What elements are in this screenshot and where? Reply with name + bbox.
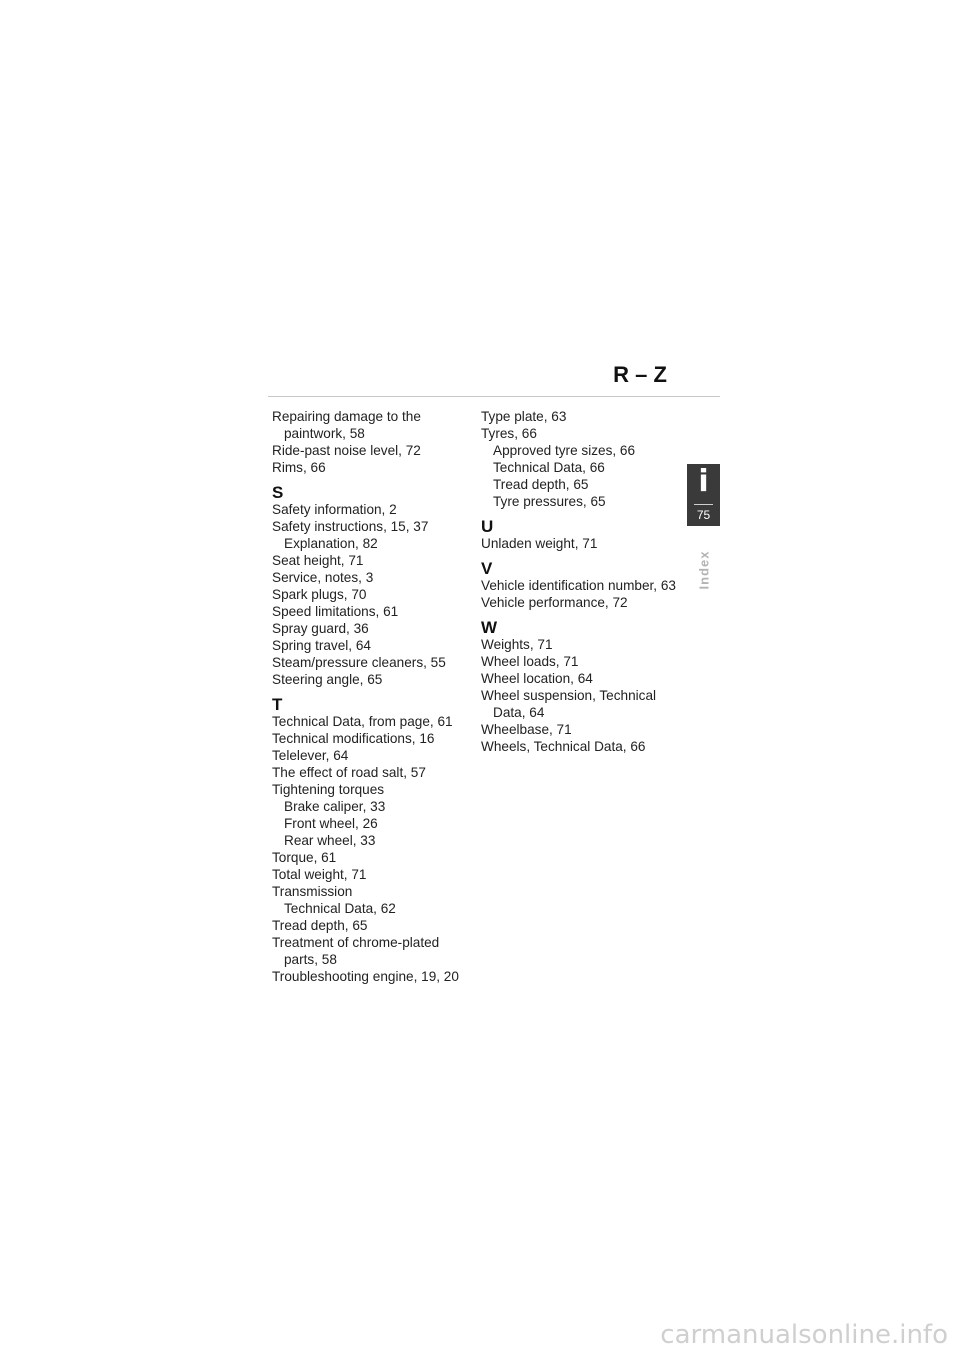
index-letter-heading: W bbox=[481, 618, 498, 637]
index-entry: The effect of road salt, 57 bbox=[272, 765, 426, 780]
index-entry: Steering angle, 65 bbox=[272, 672, 383, 687]
index-subentry: Tread depth, 65 bbox=[493, 477, 589, 492]
page-number: 75 bbox=[696, 508, 711, 522]
index-entry: Wheel loads, 71 bbox=[481, 654, 579, 669]
page-title: R – Z bbox=[613, 362, 667, 387]
index-entry: Technical Data, from page, 61 bbox=[272, 714, 453, 729]
index-entry: Wheels, Technical Data, 66 bbox=[481, 739, 646, 754]
index-letter-heading: S bbox=[272, 483, 284, 502]
index-entry: Safety information, 2 bbox=[272, 502, 397, 517]
index-entry: Steam/pressure cleaners, 55 bbox=[272, 655, 446, 670]
index-entry: Spray guard, 36 bbox=[272, 621, 369, 636]
index-subentry: Explanation, 82 bbox=[284, 536, 378, 551]
tab-divider bbox=[694, 504, 713, 505]
watermark: carmanualsonline.info bbox=[660, 1320, 948, 1350]
index-column-left bbox=[272, 408, 467, 985]
index-entry: Type plate, 63 bbox=[481, 409, 567, 424]
index-subentry: Technical Data, 62 bbox=[284, 901, 396, 916]
index-entry: Telelever, 64 bbox=[272, 748, 349, 763]
index-entry: Treatment of chrome-plated bbox=[272, 935, 440, 950]
index-subentry: Data, 64 bbox=[493, 705, 545, 720]
index-entry: Tyres, 66 bbox=[481, 426, 537, 441]
index-entry: Transmission bbox=[272, 884, 353, 899]
index-subentry: Tyre pressures, 65 bbox=[493, 494, 606, 509]
index-subentry: Rear wheel, 33 bbox=[284, 833, 376, 848]
index-entry: Seat height, 71 bbox=[272, 553, 364, 568]
index-entry: Service, notes, 3 bbox=[272, 570, 374, 585]
index-entry: Repairing damage to the bbox=[272, 409, 421, 424]
index-column-right bbox=[481, 408, 691, 755]
index-entry: Ride-past noise level, 72 bbox=[272, 443, 421, 458]
index-entry: Weights, 71 bbox=[481, 637, 553, 652]
index-entry: Wheelbase, 71 bbox=[481, 722, 572, 737]
section-label-text: Index bbox=[696, 550, 712, 590]
index-subentry: Brake caliper, 33 bbox=[284, 799, 386, 814]
index-entry: Troubleshooting engine, 19, 20 bbox=[272, 969, 459, 984]
index-subentry: paintwork, 58 bbox=[284, 426, 365, 441]
index-entry: Technical modifications, 16 bbox=[272, 731, 435, 746]
index-entry: Spring travel, 64 bbox=[272, 638, 371, 653]
index-entry: Speed limitations, 61 bbox=[272, 604, 399, 619]
index-letter-heading: V bbox=[481, 559, 493, 578]
section-tab[interactable] bbox=[687, 464, 720, 526]
index-letter-heading: T bbox=[272, 695, 283, 714]
section-label bbox=[690, 548, 718, 592]
index-letter-heading: U bbox=[481, 517, 494, 536]
info-icon: i bbox=[698, 464, 709, 499]
header-divider bbox=[268, 396, 720, 397]
index-entry: Rims, 66 bbox=[272, 460, 326, 475]
index-entry: Torque, 61 bbox=[272, 850, 337, 865]
index-entry: Spark plugs, 70 bbox=[272, 587, 367, 602]
index-entry: Vehicle identification number, 63 bbox=[481, 578, 676, 593]
index-entry: Vehicle performance, 72 bbox=[481, 595, 628, 610]
index-entry: Wheel suspension, Technical bbox=[481, 688, 657, 703]
index-entry: Tightening torques bbox=[272, 782, 385, 797]
index-entry: Unladen weight, 71 bbox=[481, 536, 598, 551]
index-entry: Wheel location, 64 bbox=[481, 671, 593, 686]
index-entry: Safety instructions, 15, 37 bbox=[272, 519, 429, 534]
index-subentry: Front wheel, 26 bbox=[284, 816, 378, 831]
index-subentry: parts, 58 bbox=[284, 952, 337, 967]
index-entry: Tread depth, 65 bbox=[272, 918, 368, 933]
index-entry: Total weight, 71 bbox=[272, 867, 367, 882]
index-subentry: Technical Data, 66 bbox=[493, 460, 605, 475]
index-subentry: Approved tyre sizes, 66 bbox=[493, 443, 636, 458]
